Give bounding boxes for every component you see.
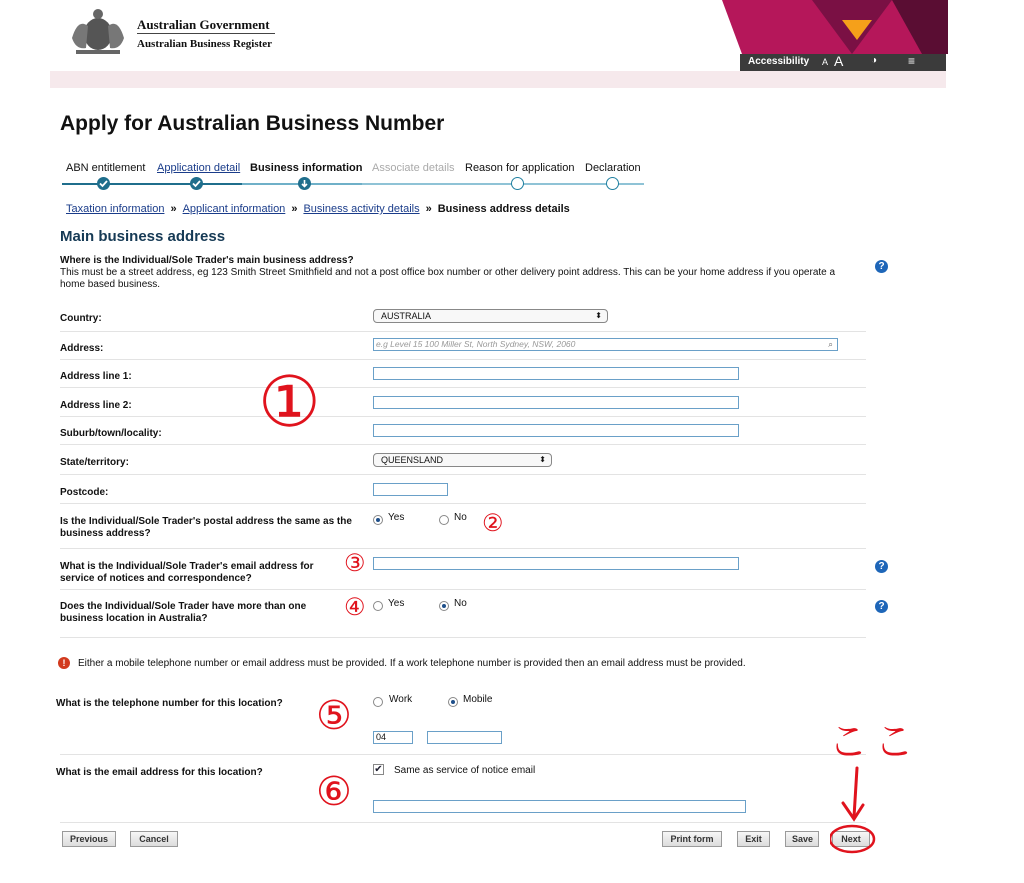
- gov-name: Australian Government: [137, 17, 270, 32]
- save-button[interactable]: Save: [785, 831, 819, 847]
- warning-icon: !: [58, 657, 70, 669]
- next-button[interactable]: Next: [832, 831, 870, 847]
- step-line-todo: [362, 183, 644, 185]
- breadcrumb-separator: »: [425, 203, 432, 215]
- annotation-6: ⑥: [316, 770, 352, 814]
- service-email-input[interactable]: [373, 557, 739, 570]
- state-select[interactable]: [373, 453, 552, 467]
- step-application-detail[interactable]: Application detail: [157, 162, 241, 174]
- country-label: Country:: [60, 313, 102, 324]
- suburb-label: Suburb/town/locality:: [60, 428, 162, 439]
- same-email-label: Same as service of notice email: [394, 765, 536, 776]
- select-arrow-icon: ⬍: [595, 311, 602, 320]
- previous-button[interactable]: Previous: [62, 831, 116, 847]
- accessibility-link[interactable]: Accessibility: [748, 56, 810, 67]
- postal-yes-radio[interactable]: [373, 515, 383, 525]
- row-divider: [60, 822, 866, 823]
- row-divider: [60, 444, 866, 445]
- location-email-label: What is the email address for this location?: [56, 767, 263, 778]
- row-divider: [60, 331, 866, 332]
- step-business-information[interactable]: Business information: [250, 162, 363, 174]
- accessibility-bar: [740, 54, 946, 71]
- contrast-icon[interactable]: ◑: [871, 55, 878, 66]
- annotation-arrow-icon: [830, 765, 880, 865]
- more-locations-label: Does the Individual/Sole Trader have more than one business location in Australia?: [60, 601, 307, 624]
- phone-work-radio[interactable]: [373, 697, 383, 707]
- step-declaration[interactable]: Declaration: [585, 162, 641, 174]
- contact-warning: Either a mobile telephone number or email address must be provided. If a work telephone number is provided then an email address must be provided.: [78, 658, 746, 669]
- step-abn-entitlement[interactable]: ABN entitlement: [66, 162, 146, 174]
- breadcrumb-business-activity[interactable]: Business activity details: [303, 203, 420, 215]
- annotation-1: ①: [258, 363, 321, 441]
- row-divider: [60, 589, 866, 590]
- more-locations-yes-radio[interactable]: [373, 601, 383, 611]
- phone-work-label: Work: [389, 694, 413, 705]
- breadcrumb-separator: »: [170, 203, 177, 215]
- more-locations-yes-label: Yes: [388, 598, 405, 609]
- state-label: State/territory:: [60, 457, 129, 468]
- step-todo-icon: [606, 177, 619, 190]
- exit-button[interactable]: Exit: [737, 831, 770, 847]
- location-email-input[interactable]: [373, 800, 746, 813]
- address-search-input[interactable]: [373, 338, 838, 351]
- phone-area-value: 04: [376, 732, 387, 742]
- intro-block: [60, 255, 860, 291]
- step-check-icon: [97, 177, 110, 190]
- search-icon[interactable]: ⌕: [828, 339, 833, 349]
- postal-yes-label: Yes: [388, 512, 405, 523]
- postal-no-radio[interactable]: [439, 515, 449, 525]
- breadcrumb: [66, 203, 570, 215]
- annotation-3: ③: [344, 550, 366, 577]
- step-current-icon: [298, 177, 311, 190]
- menu-icon[interactable]: ≡: [908, 54, 916, 68]
- row-divider: [60, 474, 866, 475]
- intro-help-text: This must be a street address, eg 123 Smith Street Smithfield and not a post office box number or other delivery point address. This can be your home address if you operate a home based business.: [60, 267, 836, 290]
- service-email-label: What is the Individual/Sole Trader's email address for service of notices and correspondence?: [60, 561, 314, 584]
- annotation-5: ⑤: [316, 694, 352, 738]
- postcode-input[interactable]: [373, 483, 448, 496]
- print-form-button[interactable]: Print form: [662, 831, 722, 847]
- font-small-button[interactable]: A: [822, 57, 829, 67]
- more-locations-no-label: No: [454, 598, 467, 609]
- step-reason-for-application[interactable]: Reason for application: [465, 162, 575, 174]
- address-placeholder: e.g Level 15 100 Miller St, North Sydney, NSW, 2060: [376, 339, 576, 349]
- more-locations-no-radio[interactable]: [439, 601, 449, 611]
- font-large-button[interactable]: A: [834, 53, 844, 69]
- phone-label: What is the telephone number for this location?: [56, 698, 283, 709]
- register-name: Australian Business Register: [137, 38, 273, 50]
- phone-number-input[interactable]: [427, 731, 502, 744]
- coat-of-arms-logo: [64, 8, 132, 58]
- state-select-value: QUEENSLAND: [381, 455, 444, 465]
- row-divider: [60, 548, 866, 549]
- breadcrumb-separator: »: [291, 203, 298, 215]
- address-line2-input[interactable]: [373, 396, 739, 409]
- country-select[interactable]: [373, 309, 608, 323]
- brand-banner: [722, 0, 948, 54]
- select-arrow-icon: ⬍: [539, 455, 546, 464]
- row-divider: [60, 754, 866, 755]
- breadcrumb-applicant[interactable]: Applicant information: [182, 203, 286, 215]
- step-associate-details: Associate details: [372, 162, 455, 174]
- postal-same-label: Is the Individual/Sole Trader's postal address the same as the business address?: [60, 516, 352, 539]
- postcode-label: Postcode:: [60, 487, 109, 498]
- step-check-icon: [190, 177, 203, 190]
- header-strip: [50, 71, 946, 88]
- help-icon[interactable]: ?: [875, 600, 888, 613]
- cancel-button[interactable]: Cancel: [130, 831, 178, 847]
- phone-mobile-radio[interactable]: [448, 697, 458, 707]
- suburb-input[interactable]: [373, 424, 739, 437]
- help-icon[interactable]: ?: [875, 560, 888, 573]
- same-email-checkbox[interactable]: ✔: [374, 764, 383, 775]
- row-divider: [60, 503, 866, 504]
- annotation-koko: ここ: [828, 720, 920, 764]
- annotation-4: ④: [344, 594, 366, 621]
- row-divider: [60, 416, 866, 417]
- section-title: Main business address: [60, 228, 226, 245]
- address-line2-label: Address line 2:: [60, 400, 132, 411]
- row-divider: [60, 359, 866, 360]
- step-line-done: [62, 183, 242, 185]
- postal-no-label: No: [454, 512, 467, 523]
- step-todo-icon: [511, 177, 524, 190]
- help-icon[interactable]: ?: [875, 260, 888, 273]
- logo-divider: [137, 33, 275, 34]
- page-title: Apply for Australian Business Number: [60, 112, 445, 135]
- row-divider: [60, 387, 866, 388]
- address-line1-label: Address line 1:: [60, 371, 132, 382]
- phone-mobile-label: Mobile: [463, 694, 493, 705]
- address-label: Address:: [60, 343, 104, 354]
- breadcrumb-taxation[interactable]: Taxation information: [66, 203, 165, 215]
- breadcrumb-current: Business address details: [437, 203, 570, 215]
- phone-area-input[interactable]: [373, 731, 413, 744]
- annotation-2: ②: [482, 510, 504, 537]
- address-line1-input[interactable]: [373, 367, 739, 380]
- row-divider: [60, 637, 866, 638]
- country-select-value: AUSTRALIA: [381, 311, 432, 321]
- intro-question: Where is the Individual/Sole Trader's main business address?: [60, 255, 354, 266]
